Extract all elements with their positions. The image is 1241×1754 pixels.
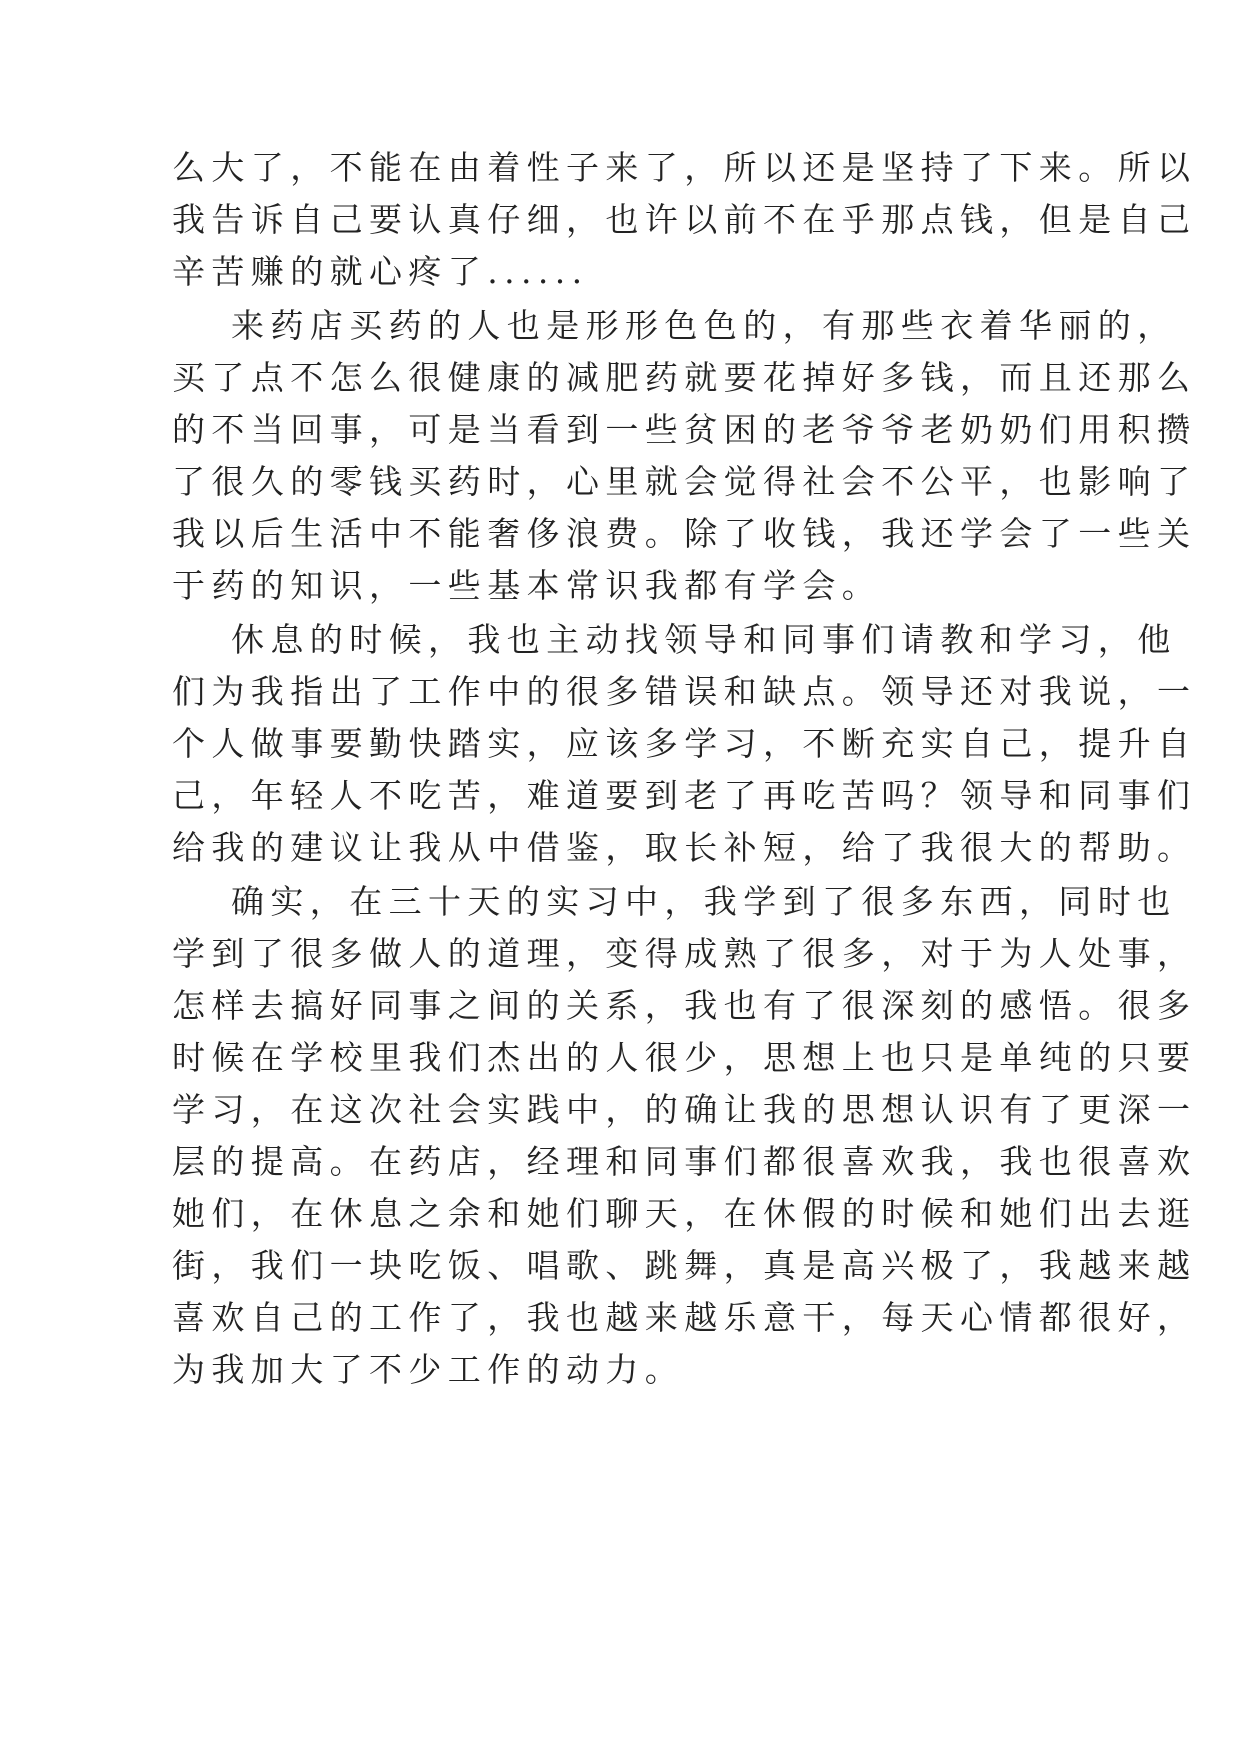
text-line: 买了点不怎么很健康的减肥药就要花掉好多钱，而且还那么 <box>172 358 1197 397</box>
text-line: 休息的时候，我也主动找领导和同事们请教和学习，他 <box>231 620 1177 659</box>
text-line: 的不当回事，可是当看到一些贫困的老爷爷老奶奶们用积攒 <box>172 410 1197 449</box>
text-line: 辛苦赚的就心疼了...... <box>172 252 589 291</box>
text-line: 于药的知识，一些基本常识我都有学会。 <box>172 566 882 605</box>
text-line: 为我加大了不少工作的动力。 <box>172 1350 685 1389</box>
text-line: 学习，在这次社会实践中，的确让我的思想认识有了更深一 <box>172 1090 1197 1129</box>
text-line: 她们，在休息之余和她们聊天，在休假的时候和她们出去逛 <box>172 1194 1197 1233</box>
text-line: 时候在学校里我们杰出的人很少，思想上也只是单纯的只要 <box>172 1038 1197 1077</box>
text-line: 个人做事要勤快踏实，应该多学习，不断充实自己，提升自 <box>172 724 1197 763</box>
text-line: 层的提高。在药店，经理和同事们都很喜欢我，我也很喜欢 <box>172 1142 1197 1181</box>
text-line: 了很久的零钱买药时，心里就会觉得社会不公平，也影响了 <box>172 462 1197 501</box>
text-line: 怎样去搞好同事之间的关系，我也有了很深刻的感悟。很多 <box>172 986 1197 1025</box>
text-line: 们为我指出了工作中的很多错误和缺点。领导还对我说，一 <box>172 672 1197 711</box>
text-line: 来药店买药的人也是形形色色的，有那些衣着华丽的， <box>231 306 1177 345</box>
text-line: 己，年轻人不吃苦，难道要到老了再吃苦吗？领导和同事们 <box>172 776 1197 815</box>
text-line: 确实，在三十天的实习中，我学到了很多东西，同时也 <box>231 882 1177 921</box>
text-line: 么大了，不能在由着性子来了，所以还是坚持了下来。所以 <box>172 148 1197 187</box>
text-line: 我告诉自己要认真仔细，也许以前不在乎那点钱，但是自己 <box>172 200 1197 239</box>
text-line: 给我的建议让我从中借鉴，取长补短，给了我很大的帮助。 <box>172 828 1197 867</box>
text-line: 街，我们一块吃饭、唱歌、跳舞，真是高兴极了，我越来越 <box>172 1246 1197 1285</box>
text-line: 喜欢自己的工作了，我也越来越乐意干，每天心情都很好， <box>172 1298 1197 1337</box>
text-line: 我以后生活中不能奢侈浪费。除了收钱，我还学会了一些关 <box>172 514 1197 553</box>
text-line: 学到了很多做人的道理，变得成熟了很多，对于为人处事， <box>172 934 1197 973</box>
